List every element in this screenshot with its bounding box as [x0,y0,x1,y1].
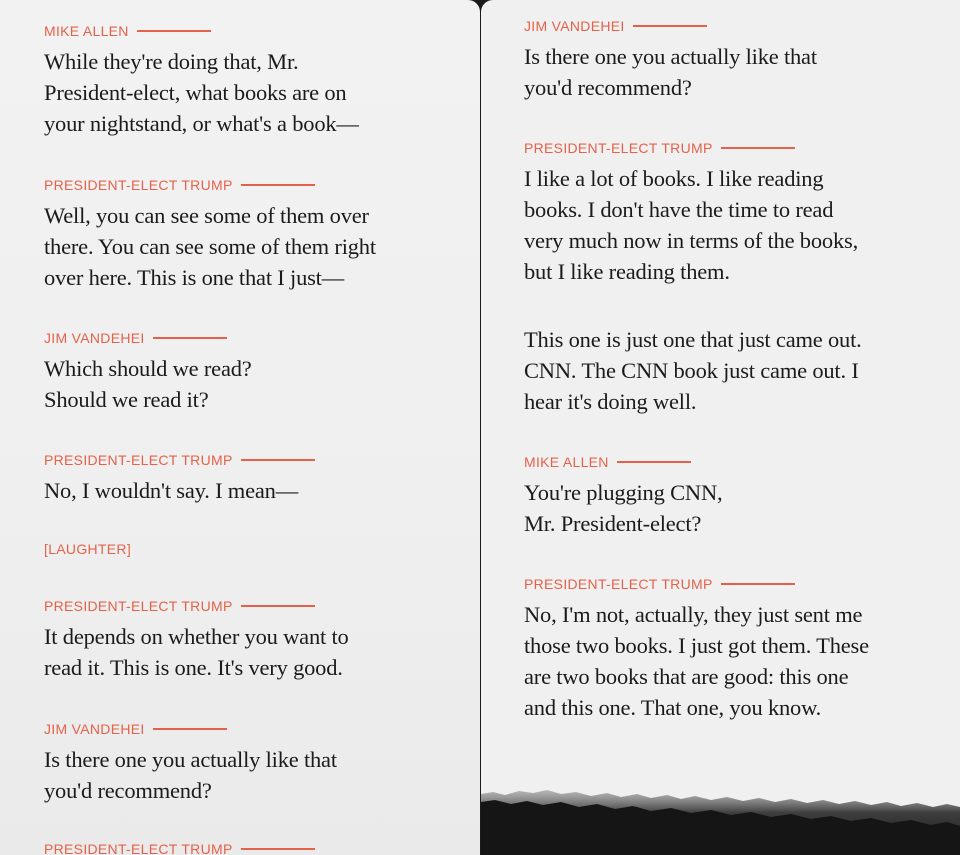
speaker-rule [241,184,315,186]
speaker-name: PRESIDENT-ELECT TRUMP [44,177,233,193]
speech-text: No, I wouldn't say. I mean— [44,478,299,503]
speech-text: This one is just one that just came out. CNN. The CNN book just came out. I hear it's doing well. [524,327,862,414]
speaker-label [524,453,944,471]
speaker-name: PRESIDENT-ELECT TRUMP [44,841,233,855]
speaker-label [44,176,464,194]
speaker-name: JIM VANDEHEI [524,18,625,34]
transcript-entry [524,453,944,539]
speaker-name: PRESIDENT-ELECT TRUMP [44,452,233,468]
speaker-rule [153,337,227,339]
transcript-entry [44,451,464,506]
speaker-rule [137,30,211,32]
speaker-label [524,17,944,35]
speaker-name: PRESIDENT-ELECT TRUMP [524,140,713,156]
transcript-entry [44,597,464,683]
speaker-name: MIKE ALLEN [524,454,609,470]
speaker-rule [617,461,691,463]
speech-text: Is there one you actually like that you'd recommend? [524,44,817,100]
speaker-rule [241,459,315,461]
transcript-entry [524,575,944,723]
transcript-entry [44,176,464,293]
speaker-rule [721,147,795,149]
transcript-entry [524,17,944,103]
transcript-entry [524,139,944,287]
transcript-entry [44,840,464,855]
speaker-rule [721,583,795,585]
speaker-label [44,22,464,40]
speech-text: I like a lot of books. I like reading books. I don't have the time to read very much now in terms of the books, but I like reading them. [524,166,858,284]
torn-paper-edge [481,780,960,855]
transcript-entry [44,329,464,415]
speaker-rule [153,728,227,730]
speaker-label [44,720,464,738]
speaker-name: PRESIDENT-ELECT TRUMP [44,598,233,614]
speaker-rule [241,848,315,850]
speaker-label [44,840,464,855]
speech-text: You're plugging CNN, Mr. President-elect? [524,480,723,536]
transcript-panel-right [481,0,960,855]
speaker-label [524,139,944,157]
speech-text: While they're doing that, Mr. President-elect, what books are on your nightstand, or what's a book— [44,49,359,136]
transcript-entry [44,720,464,806]
speaker-label [44,451,464,469]
speaker-name: PRESIDENT-ELECT TRUMP [524,576,713,592]
speaker-rule [241,605,315,607]
transcript-entry [44,22,464,139]
speaker-label [524,575,944,593]
speaker-name: MIKE ALLEN [44,23,129,39]
speech-text: No, I'm not, actually, they just sent me those two books. I just got them. These are two books that are good: this one and this one. That one, you know. [524,602,869,720]
speaker-label [44,329,464,347]
speech-text: It depends on whether you want to read it. This is one. It's very good. [44,624,349,680]
stage-direction: [LAUGHTER] [44,541,132,557]
speech-text: Well, you can see some of them over there. You can see some of them right over here. This is one that I just— [44,203,376,290]
speaker-label [44,597,464,615]
speaker-rule [633,25,707,27]
speaker-name: JIM VANDEHEI [44,721,145,737]
speech-text: Which should we read? Should we read it? [44,356,252,412]
speech-text: Is there one you actually like that you'd recommend? [44,747,337,803]
speaker-name: JIM VANDEHEI [44,330,145,346]
